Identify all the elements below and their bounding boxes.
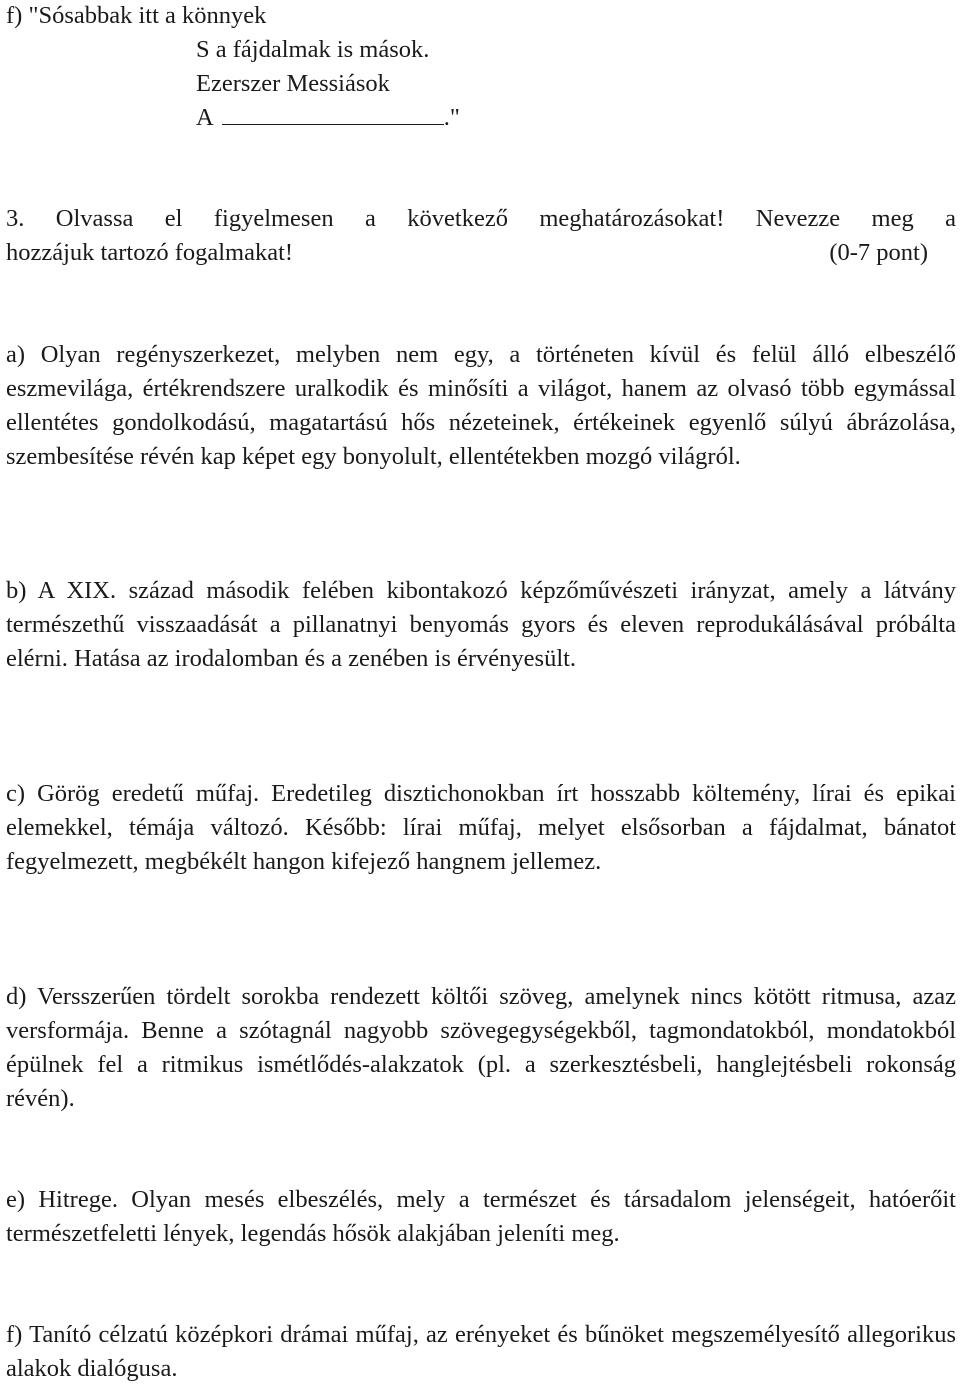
poem-line-4 (6, 101, 460, 135)
poem-line-3: Ezerszer Messiások (196, 70, 390, 97)
fill-in-blank[interactable] (222, 102, 444, 125)
definition-b-text: b) A XIX. század második felében kibontakozó képzőművészeti irányzat, amely a látvány természethű visszaadását a pillanatnyi benyomás gyors és eleven reprodukálásával próbálta elérni. Hatása az irodalomban és a zenében is érvényesült. (6, 577, 956, 672)
poem-line-2: S a fájdalmak is mások. (196, 36, 430, 63)
poem-excerpt (6, 0, 460, 135)
question-3-heading (6, 202, 956, 270)
definition-a-text: a) Olyan regényszerkezet, melyben nem egy, a történeten kívül és felül álló elbeszélő eszmevilága, értékrendszere uralkodik és minősíti a világot, hanem az olvasó több egymással ellentétes gondolkodású, magatartású hős nézeteinek, értékeinek egyenlő súlyú ábrázolása, szembesítése révén kap képet egy bonyolult, ellentétekben mozgó világról. (6, 341, 956, 470)
definition-f (6, 1318, 956, 1386)
definition-c (6, 777, 956, 879)
definition-c-text: c) Görög eredetű műfaj. Eredetileg disztichonokban írt hosszabb költemény, lírai és epikai elemekkel, témája változó. Később: lírai műfaj, melyet elsősorban a fájdalmat, bánatot fegyelmezett, megbékélt hangon kifejező hangnem jellemez. (6, 780, 956, 875)
definition-a (6, 338, 956, 474)
question-3-row-2 (6, 236, 956, 270)
definition-d-text: d) Versszerűen tördelt sorokba rendezett költői szöveg, amelynek nincs kötött ritmusa, azaz versformája. Benne a szótagnál nagyobb szövegegységekből, tagmondatokból, mondatokból épülnek fel a ritmikus ismétlődés-alakzatok (pl. a szerkesztésbeli, hanglejtésbeli rokonság révén). (6, 983, 956, 1112)
question-3-text-line-1: 3. Olvassa el figyelmesen a következő meghatározásokat! Nevezze meg a (6, 205, 956, 232)
definition-e (6, 1183, 956, 1251)
definition-f-text: f) Tanító célzatú középkori drámai műfaj, az erényeket és bűnöket megszemélyesítő allegorikus alakok dialógusa. (6, 1321, 956, 1382)
poem-line-4-start: A (196, 104, 214, 131)
definition-d (6, 980, 956, 1116)
question-3-text-line-2: hozzájuk tartozó fogalmakat! (6, 239, 294, 266)
question-3-points: (0-7 pont) (829, 239, 928, 266)
definition-b (6, 574, 956, 676)
poem-line-1: f) "Sósabbak itt a könnyek (6, 2, 267, 29)
definition-e-text: e) Hitrege. Olyan mesés elbeszélés, mely a természet és társadalom jelenségeit, hatóerőit természetfeletti lények, legendás hősök alakjában jeleníti meg. (6, 1186, 956, 1247)
poem-line-4-end: ." (443, 104, 460, 131)
